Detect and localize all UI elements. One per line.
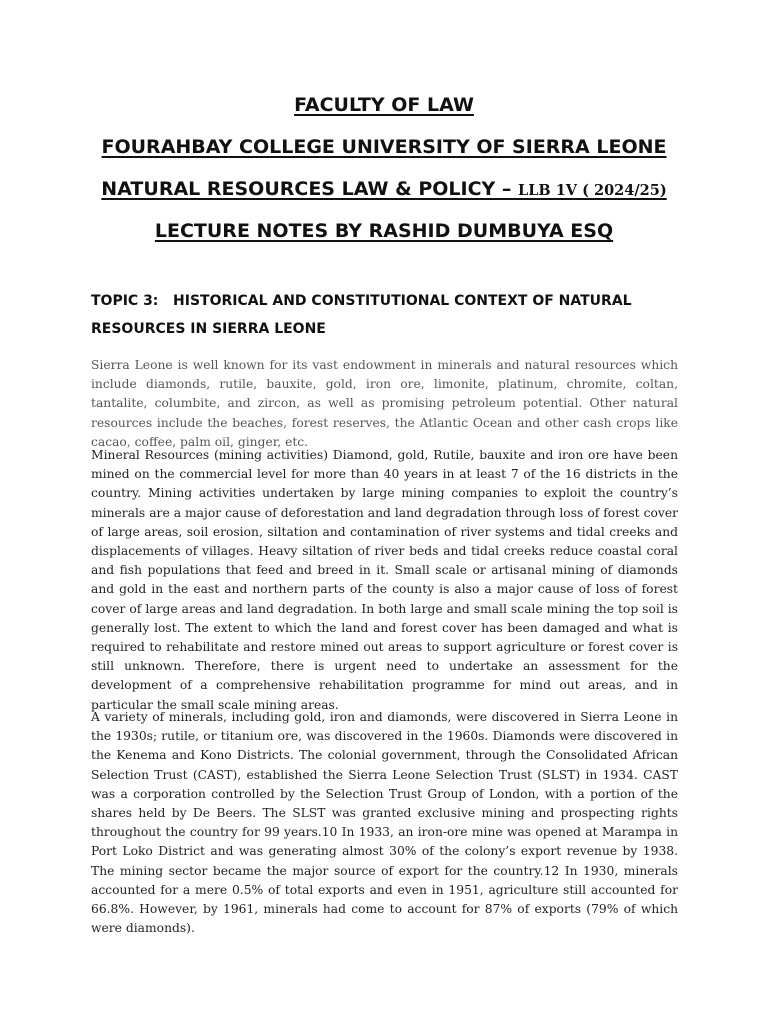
faculty-heading: FACULTY OF LAW <box>294 94 474 116</box>
lecturer-heading: LECTURE NOTES BY RASHID DUMBUYA ESQ <box>154 220 614 242</box>
course-heading <box>0 178 768 200</box>
course-title: NATURAL RESOURCES LAW & POLICY – <box>101 178 518 200</box>
course-level: LLB 1V ( 2024/25) <box>518 182 667 199</box>
history-paragraph: A variety of minerals, including gold, iron and diamonds, were discovered in Sierra Leone in the 1930s; rutile, or titanium ore, was discovered in the 1960s. Diamonds were discovered in the Kenema and Kono Districts. The colonial government, through the Consolidated African Selection Trust (CAST), established the Sierra Leone Selection Trust (SLST) in 1934. CAST was a corporation controlled by the Selection Trust Group of London, with a portion of the shares held by De Beers. The SLST was granted exclusive mining and prospecting rights throughout the country for 99 years.10 In 1933, an iron-ore mine was opened at Marampa in Port Loko District and was generating almost 30% of the colony’s export revenue by 1938. The mining sector became the major source of export for the country.12 In 1930, minerals accounted for a mere 0.5% of total exports and even in 1951, agriculture still accounted for 66.8%. However, by 1961, minerals had come to account for 87% of exports (79% of which were diamonds). <box>91 710 678 936</box>
intro-paragraph: Sierra Leone is well known for its vast endowment in minerals and natural resources which include diamonds, rutile, bauxite, gold, iron ore, limonite, platinum, chromite, coltan, tantalite, columbite, and zircon, as well as promising petroleum potential. Other natural resources include the beaches, forest reserves, the Atlantic Ocean and other cash crops like cacao, coffee, palm oil, ginger, etc. <box>91 358 678 449</box>
topic-title: TOPIC 3: HISTORICAL AND CONSTITUTIONAL CONTEXT OF NATURAL RESOURCES IN SIERRA LEONE <box>91 293 632 337</box>
mining-paragraph: Mineral Resources (mining activities) Diamond, gold, Rutile, bauxite and iron ore have been mined on the commercial level for more than 40 years in at least 7 of the 16 districts in the country. Mining activities undertaken by large mining companies to exploit the country’s minerals are a major cause of deforestation and land degradation through loss of forest cover of large areas, soil erosion, siltation and contamination of river systems and tidal creeks and displacements of villages. Heavy siltation of river beds and tidal creeks reduce coastal coral and fish populations that feed and breed in it. Small scale or artisanal mining of diamonds and gold in the east and northern parts of the county is also a major cause of loss of forest cover of large areas and land degradation. In both large and small scale mining the top soil is generally lost. The extent to which the land and forest cover has been damaged and what is required to rehabilitate and restore mined out areas to support agriculture or forest cover is still unknown. Therefore, there is urgent need to undertake an assessment for the development of a comprehensive rehabilitation programme for mind out areas, and in particular the small scale mining areas. <box>91 448 678 712</box>
college-heading: FOURAHBAY COLLEGE UNIVERSITY OF SIERRA LEONE <box>101 136 667 158</box>
